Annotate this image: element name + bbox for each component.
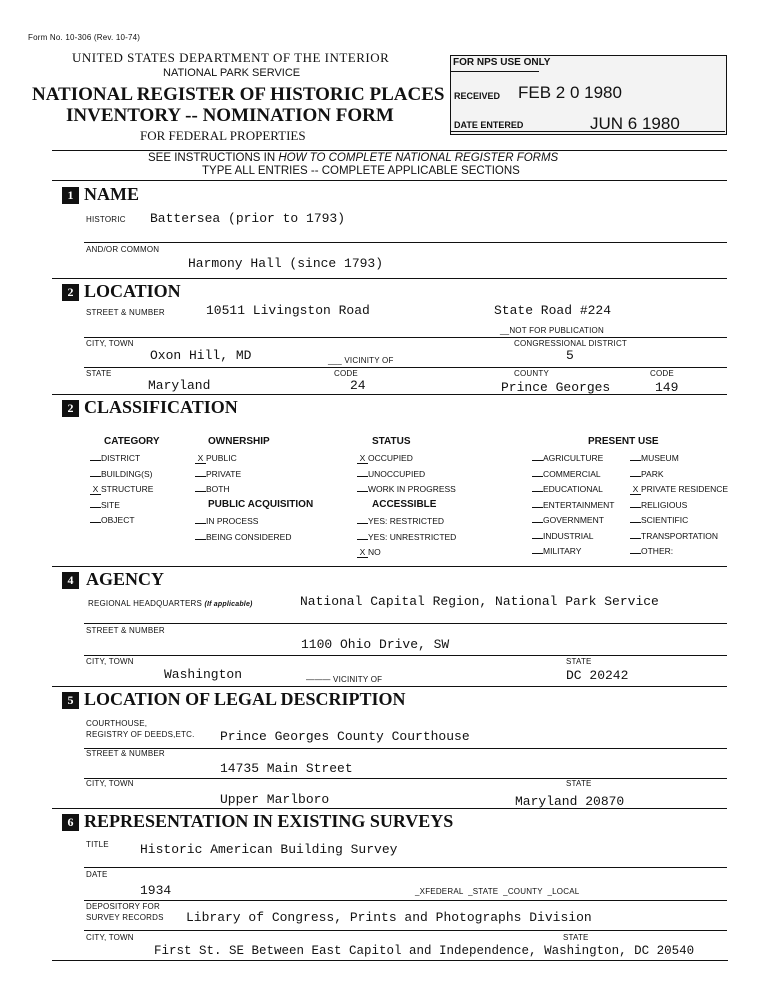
present-use-option[interactable] — [630, 453, 679, 463]
county-code-label: CODE — [650, 369, 674, 378]
ownership-option[interactable] — [195, 469, 241, 479]
category-label: STRUCTURE — [101, 484, 154, 494]
legal-city-label: CITY, TOWN — [86, 779, 134, 788]
public-acquisition-checkbox[interactable] — [195, 523, 206, 524]
present-use-label: MUSEUM — [641, 453, 679, 463]
category-label: DISTRICT — [101, 453, 141, 463]
present-use-checkbox[interactable] — [630, 476, 641, 477]
date-entered-stamp: JUN 6 1980 — [590, 114, 680, 133]
status-option[interactable] — [357, 484, 456, 494]
present-use-label: RELIGIOUS — [641, 499, 688, 510]
agency-city-value[interactable]: Washington — [164, 667, 243, 682]
category-label: OBJECT — [101, 515, 135, 525]
accessible-checkbox[interactable]: X — [357, 547, 368, 558]
present-use-option[interactable] — [532, 469, 601, 479]
present-use-label: MILITARY — [543, 546, 582, 556]
courthouse-label-line2: REGISTRY OF DEEDS,ETC. — [86, 730, 195, 739]
present-use-label: TRANSPORTATION — [641, 530, 718, 541]
present-use-option[interactable] — [532, 531, 594, 541]
present-use-option[interactable] — [630, 515, 688, 525]
section-2-number: 2 — [62, 284, 79, 301]
category-option[interactable] — [90, 453, 140, 463]
legal-city-value[interactable]: Upper Marlboro — [220, 792, 330, 807]
status-heading: STATUS — [372, 436, 411, 447]
present-use-checkbox[interactable] — [630, 460, 641, 461]
present-use-label: SCIENTIFIC — [641, 515, 689, 525]
public-acquisition-option[interactable] — [195, 516, 258, 526]
category-checkbox[interactable] — [90, 460, 101, 461]
legal-street-label: STREET & NUMBER — [86, 749, 165, 758]
agency-state-label: STATE — [566, 657, 592, 666]
category-label: BUILDING(S) — [101, 468, 153, 479]
section-3-title: CLASSIFICATION — [84, 397, 238, 417]
status-checkbox[interactable] — [357, 491, 368, 492]
agency-state-value[interactable]: DC 20242 — [566, 668, 629, 683]
survey-date-value[interactable]: 1934 — [140, 883, 172, 898]
present-use-checkbox[interactable] — [532, 553, 543, 554]
category-label: SITE — [101, 499, 120, 510]
survey-title-label: TITLE — [86, 840, 109, 849]
accessible-label: NO — [368, 547, 381, 557]
public-acquisition-checkbox[interactable] — [195, 539, 206, 540]
accessible-label: YES: RESTRICTED — [368, 516, 445, 526]
section-3-number: 2 — [62, 400, 79, 417]
present-use-label: ENTERTAINMENT — [543, 499, 615, 510]
ownership-label: PRIVATE — [206, 468, 242, 479]
historic-label: HISTORIC — [86, 215, 126, 224]
ownership-heading: OWNERSHIP — [208, 436, 270, 447]
date-entered-label: DATE ENTERED — [454, 120, 524, 130]
present-use-option[interactable] — [532, 515, 604, 525]
category-checkbox[interactable] — [90, 507, 101, 508]
survey-level-options: _XFEDERAL _STATE _COUNTY _LOCAL — [415, 887, 580, 896]
present-use-option[interactable] — [630, 484, 728, 495]
survey-date-label: DATE — [86, 870, 108, 879]
public-acquisition-label: BEING CONSIDERED — [206, 531, 292, 542]
present-use-label: OTHER: — [641, 546, 674, 556]
survey-state-label: STATE — [563, 933, 589, 942]
state-label: STATE — [86, 369, 112, 378]
category-checkbox[interactable] — [90, 476, 101, 477]
category-checkbox[interactable]: X — [90, 484, 101, 495]
form-title-line2: INVENTORY -- NOMINATION FORM — [66, 105, 394, 126]
legal-street-value[interactable]: 14735 Main Street — [220, 761, 353, 776]
accessible-checkbox[interactable] — [357, 539, 368, 540]
present-use-heading: PRESENT USE — [588, 436, 659, 447]
present-use-option[interactable] — [630, 500, 687, 510]
accessible-option[interactable] — [357, 516, 444, 526]
section-2-title: LOCATION — [84, 281, 181, 301]
accessible-checkbox[interactable] — [357, 523, 368, 524]
present-use-checkbox[interactable] — [532, 522, 543, 523]
status-checkbox[interactable] — [357, 476, 368, 477]
section-1-number: 1 — [62, 187, 79, 204]
congressional-district-label: CONGRESSIONAL DISTRICT — [514, 339, 628, 348]
present-use-option[interactable] — [532, 546, 581, 556]
category-option[interactable] — [90, 500, 120, 510]
section-4-title: AGENCY — [86, 569, 165, 589]
category-checkbox[interactable] — [90, 522, 101, 523]
present-use-checkbox[interactable] — [630, 553, 641, 554]
courthouse-label-line1: COURTHOUSE, — [86, 719, 148, 728]
common-name-value[interactable]: Harmony Hall (since 1793) — [188, 256, 384, 271]
present-use-checkbox[interactable] — [532, 491, 543, 492]
regional-hq-label: REGIONAL HEADQUARTERS (If applicable) — [88, 599, 253, 608]
legal-state-label: STATE — [566, 779, 592, 788]
not-for-publication: __NOT FOR PUBLICATION — [500, 326, 604, 335]
ownership-label: BOTH — [206, 484, 230, 494]
street-value-secondary[interactable]: State Road #224 — [494, 303, 612, 318]
present-use-option[interactable] — [630, 546, 673, 556]
ownership-label: PUBLIC — [206, 453, 237, 463]
public-acquisition-option[interactable] — [195, 532, 292, 542]
street-value[interactable]: 10511 Livingston Road — [206, 303, 370, 318]
received-label: RECEIVED — [454, 91, 501, 101]
category-option[interactable] — [90, 469, 152, 479]
depository-value[interactable]: Library of Congress, Prints and Photographs Division — [186, 910, 592, 925]
ownership-checkbox[interactable] — [195, 476, 206, 477]
agency-street-label: STREET & NUMBER — [86, 626, 165, 635]
status-option[interactable] — [357, 453, 413, 464]
survey-title-value[interactable]: Historic American Building Survey — [140, 842, 398, 857]
present-use-label: COMMERCIAL — [543, 468, 601, 479]
vicinity-of-label: ___ VICINITY OF — [328, 356, 394, 365]
present-use-label: AGRICULTURE — [543, 453, 604, 463]
ownership-checkbox[interactable]: X — [195, 453, 206, 464]
present-use-option[interactable] — [532, 453, 603, 463]
form-subtitle: FOR FEDERAL PROPERTIES — [140, 128, 306, 143]
present-use-label: INDUSTRIAL — [543, 530, 594, 541]
status-option[interactable] — [357, 469, 425, 479]
section-4-number: 4 — [62, 572, 79, 589]
section-6-title: REPRESENTATION IN EXISTING SURVEYS — [84, 811, 454, 831]
depository-label-line2: SURVEY RECORDS — [86, 913, 164, 922]
code-label: CODE — [334, 369, 358, 378]
public-acquisition-label: IN PROCESS — [206, 516, 259, 526]
section-5-title: LOCATION OF LEGAL DESCRIPTION — [84, 689, 406, 709]
ownership-option[interactable] — [195, 453, 237, 464]
present-use-checkbox[interactable] — [630, 522, 641, 523]
present-use-option[interactable] — [630, 469, 664, 479]
ownership-checkbox[interactable] — [195, 491, 206, 492]
instructions-line2: TYPE ALL ENTRIES -- COMPLETE APPLICABLE SECTIONS — [202, 165, 520, 177]
public-acquisition-heading: PUBLIC ACQUISITION — [208, 499, 314, 510]
category-heading: CATEGORY — [104, 436, 160, 447]
agency-street-value[interactable]: 1100 Ohio Drive, SW — [301, 637, 450, 652]
present-use-checkbox[interactable] — [532, 476, 543, 477]
city-town-label: CITY, TOWN — [86, 339, 134, 348]
status-label: UNOCCUPIED — [368, 468, 426, 479]
present-use-checkbox[interactable] — [532, 460, 543, 461]
federal-mark[interactable]: X — [419, 887, 426, 896]
present-use-label: PARK — [641, 468, 664, 479]
present-use-option[interactable] — [630, 531, 718, 541]
county-label: COUNTY — [514, 369, 549, 378]
congressional-district-value[interactable]: 5 — [566, 348, 574, 363]
present-use-label: PRIVATE RESIDENCE — [641, 484, 729, 494]
status-label: OCCUPIED — [368, 453, 413, 463]
survey-city-label: CITY, TOWN — [86, 933, 134, 942]
city-value[interactable]: Oxon Hill, MD — [150, 348, 252, 363]
legal-state-value[interactable]: Maryland 20870 — [515, 794, 625, 809]
agency-city-label: CITY, TOWN — [86, 657, 134, 666]
agency-vicinity-label: ——— VICINITY OF — [306, 675, 383, 684]
service-name: NATIONAL PARK SERVICE — [163, 67, 301, 79]
depository-label-line1: DEPOSITORY FOR — [86, 902, 160, 911]
regional-hq-value[interactable]: National Capital Region, National Park Service — [300, 594, 659, 609]
form-title-line1: NATIONAL REGISTER OF HISTORIC PLACES — [32, 84, 445, 105]
historic-name-value[interactable]: Battersea (prior to 1793) — [150, 211, 346, 226]
common-name-label: AND/OR COMMON — [86, 245, 160, 254]
section-6-number: 6 — [62, 814, 79, 831]
department-name: UNITED STATES DEPARTMENT OF THE INTERIOR — [72, 50, 390, 65]
section-5-number: 5 — [62, 692, 79, 709]
status-checkbox[interactable]: X — [357, 453, 368, 464]
ownership-option[interactable] — [195, 484, 230, 494]
accessible-option[interactable] — [357, 547, 381, 558]
present-use-checkbox[interactable] — [630, 538, 641, 539]
county-value[interactable]: Prince Georges — [501, 380, 611, 395]
status-label: WORK IN PROGRESS — [368, 484, 456, 494]
courthouse-value[interactable]: Prince Georges County Courthouse — [220, 729, 470, 744]
received-stamp: FEB 2 0 1980 — [518, 83, 622, 102]
form-number: Form No. 10-306 (Rev. 10-74) — [28, 33, 141, 42]
present-use-option[interactable] — [532, 500, 614, 510]
accessible-label: YES: UNRESTRICTED — [368, 531, 457, 542]
category-option[interactable] — [90, 515, 135, 525]
instructions-line1: SEE INSTRUCTIONS IN HOW TO COMPLETE NATIONAL REGISTER FORMS — [148, 152, 559, 164]
accessible-option[interactable] — [357, 532, 456, 542]
nps-box-title: FOR NPS USE ONLY — [453, 57, 551, 68]
street-number-label: STREET & NUMBER — [86, 308, 165, 317]
present-use-option[interactable] — [532, 484, 603, 494]
state-code-value[interactable]: 24 — [350, 378, 366, 393]
county-code-value[interactable]: 149 — [655, 380, 679, 395]
accessible-heading: ACCESSIBLE — [372, 499, 437, 510]
present-use-checkbox[interactable] — [532, 507, 543, 508]
present-use-label: GOVERNMENT — [543, 515, 604, 525]
present-use-checkbox[interactable] — [532, 538, 543, 539]
section-1-title: NAME — [84, 184, 139, 204]
state-value[interactable]: Maryland — [148, 378, 211, 393]
present-use-checkbox[interactable]: X — [630, 484, 641, 495]
survey-city-value[interactable]: First St. SE Between East Capitol and Independence, Washington, DC 20540 — [154, 944, 695, 958]
present-use-label: EDUCATIONAL — [543, 484, 603, 494]
present-use-checkbox[interactable] — [630, 507, 641, 508]
category-option[interactable] — [90, 484, 153, 495]
